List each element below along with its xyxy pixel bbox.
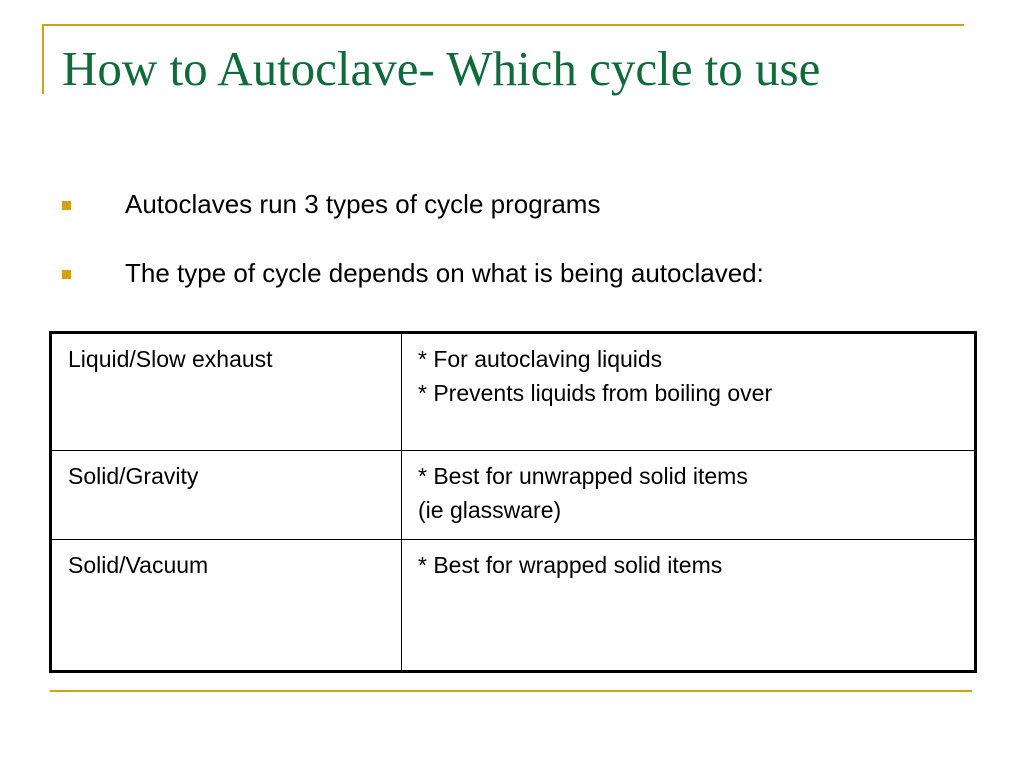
- table-row: [51, 451, 976, 540]
- cycle-name-cell: [51, 540, 402, 672]
- cycle-table: [49, 331, 977, 673]
- cycle-notes-cell: [402, 451, 976, 540]
- slide-title: How to Autoclave- Which cycle to use: [62, 41, 821, 96]
- square-bullet-icon: [62, 270, 71, 279]
- cycle-name-cell: [51, 333, 402, 451]
- bullet-text: Autoclaves run 3 types of cycle programs: [125, 189, 601, 219]
- cycle-note: * For autoclaving liquids: [418, 346, 663, 372]
- bullet-text: The type of cycle depends on what is being autoclaved:: [125, 258, 764, 288]
- cycle-note: * Prevents liquids from boiling over: [418, 380, 773, 406]
- table-row: [51, 540, 976, 672]
- frame-top-line: [42, 24, 964, 26]
- cycle-notes-cell: [402, 540, 976, 672]
- cycle-note: * Best for unwrapped solid items: [418, 463, 748, 489]
- cycle-name: Solid/Gravity: [68, 463, 199, 489]
- cycle-name-cell: [51, 451, 402, 540]
- cycle-note: (ie glassware): [418, 497, 562, 523]
- frame-bottom-line: [50, 690, 972, 692]
- frame-left-line: [42, 24, 44, 94]
- square-bullet-icon: [62, 201, 71, 210]
- cycle-name: Liquid/Slow exhaust: [68, 346, 273, 372]
- table-row: [51, 333, 976, 451]
- cycle-note: * Best for wrapped solid items: [418, 552, 723, 578]
- cycle-notes-cell: [402, 333, 976, 451]
- cycle-name: Solid/Vacuum: [68, 552, 209, 578]
